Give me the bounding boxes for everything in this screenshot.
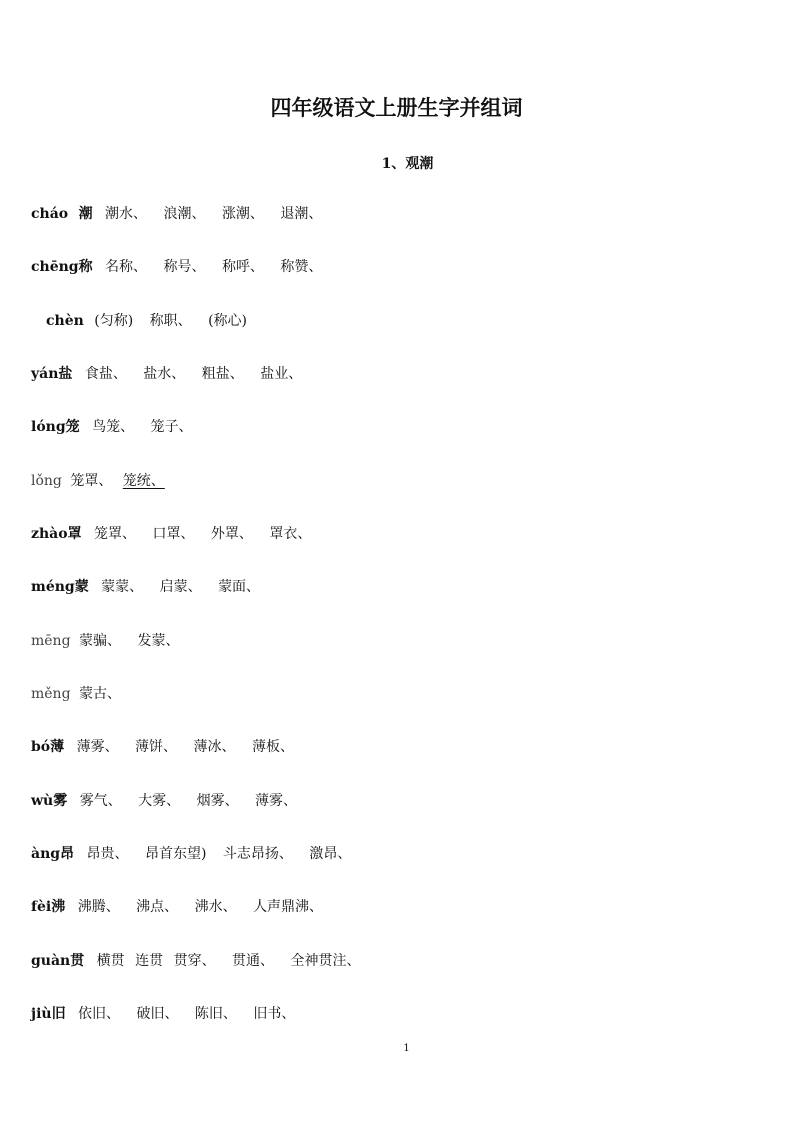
entry-pinyin: fèi [31,899,52,915]
entry-cheng [31,256,334,278]
entry-bo [31,736,306,758]
entry-character: 盐 [58,366,73,382]
entry-pinyin: chēng [31,259,79,275]
entry-word: 贯穿、 [173,953,216,969]
entry-word: 陈旧、 [194,1006,237,1022]
entry-chao [31,203,334,225]
entry-pinyin: jiù [31,1006,52,1022]
entry-word: 罩衣、 [269,526,312,542]
entry-word: 蒙古、 [79,686,121,702]
entry-character: 旧 [51,1006,66,1022]
entry-word: 潮水、 [105,206,148,222]
entry-word: 贯通、 [232,953,275,969]
entry-pinyin: lǒng [31,473,62,489]
entry-pinyin: mēng [31,633,71,649]
entry-word: 启蒙、 [159,579,202,595]
entry-word: 称呼、 [221,259,264,275]
document-title: 四年级语文上册生字并组词 [270,95,523,120]
entry-word: 依旧、 [78,1006,121,1022]
entry-pinyin: zhào [31,526,68,542]
entry-word: 粗盐、 [201,366,244,382]
entry-word: 称职、 [149,313,192,329]
page-number: 1 [403,1043,410,1054]
entry-word: 横贯 [96,953,125,969]
entry-zhao [31,523,323,545]
entry-pinyin: méng [31,579,75,595]
entry-word: 激昂、 [309,846,352,862]
entry-word: 连贯 [135,953,164,969]
entry-word: 沸点、 [136,899,179,915]
entry-word: 名称、 [105,259,148,275]
entry-pinyin: àng [31,846,61,862]
entry-word: 大雾、 [138,793,181,809]
entry-word: 旧书、 [253,1006,296,1022]
entry-word: 鸟笼、 [92,419,135,435]
entry-pinyin: chèn [46,313,84,329]
entry-character: 沸 [51,899,66,915]
entry-word: 蒙蒙、 [101,579,144,595]
entry-character: 潮 [78,206,93,222]
entry-pinyin: cháo [31,206,69,222]
entry-word: 烟雾、 [196,793,239,809]
entry-meng2 [31,576,272,598]
entry-pinyin: lóng [31,419,66,435]
section-heading: 1、观潮 [381,156,434,172]
entry-word: 薄饼、 [135,739,178,755]
entry-character: 昂 [60,846,75,862]
entry-word: 外罩、 [210,526,253,542]
entry-meng1 [31,630,191,652]
entry-word: 斗志昂扬、 [222,846,293,862]
entry-guan [31,950,372,972]
entry-word: 昂首东望) [144,846,207,862]
entry-character: 薄 [50,739,65,755]
entry-yan [31,363,314,385]
entry-word: 退潮、 [280,206,323,222]
entry-word: 沸腾、 [77,899,120,915]
entry-jiu [31,1003,307,1025]
entry-word: 涨潮、 [221,206,264,222]
entry-word: 盐水、 [143,366,186,382]
entry-word: 薄雾、 [76,739,119,755]
entry-character: 蒙 [74,579,89,595]
entry-chen [46,310,259,332]
entry-pinyin: guàn [31,953,71,969]
entry-word: 盐业、 [260,366,303,382]
entry-character: 贯 [70,953,85,969]
entry-pinyin: bó [31,739,51,755]
entry-character: 罩 [67,526,82,542]
entry-word: 人声鼎沸、 [253,899,324,915]
entry-word-underlined: 笼统、 [122,473,165,489]
entry-pinyin: měng [31,686,71,702]
entry-word: 浪潮、 [163,206,206,222]
entry-word: 蒙面、 [218,579,261,595]
entry-word: 口罩、 [152,526,195,542]
entry-character: 雾 [53,793,68,809]
entry-word: 称赞、 [280,259,323,275]
entry-word: 薄冰、 [193,739,236,755]
entry-pinyin: yán [31,366,59,382]
entry-wu [31,790,309,812]
entry-word: 称号、 [163,259,206,275]
entry-word: 发蒙、 [137,633,180,649]
entry-word: 薄雾、 [255,793,298,809]
entry-pinyin: wù [31,793,54,809]
entry-ang [31,843,363,865]
entry-word: 蒙骗、 [79,633,121,649]
entry-word: 沸水、 [194,899,237,915]
entry-word: 笼子、 [150,419,193,435]
entry-fei [31,896,335,918]
entry-word: 食盐、 [84,366,127,382]
entry-word: (称心) [208,313,248,329]
entry-word: 薄板、 [251,739,294,755]
entry-word: 笼罩、 [94,526,136,542]
entry-word: 破旧、 [136,1006,179,1022]
entry-word: 笼罩、 [70,473,113,489]
entry-word: (匀称) [94,313,134,329]
entry-long3 [31,470,179,492]
entry-word: 雾气、 [79,793,122,809]
entry-word: 昂贵、 [86,846,129,862]
entry-meng3 [31,683,133,705]
entry-character: 称 [78,259,93,275]
entry-long2 [31,416,205,438]
entry-word: 全神贯注、 [290,953,361,969]
entry-character: 笼 [65,419,80,435]
